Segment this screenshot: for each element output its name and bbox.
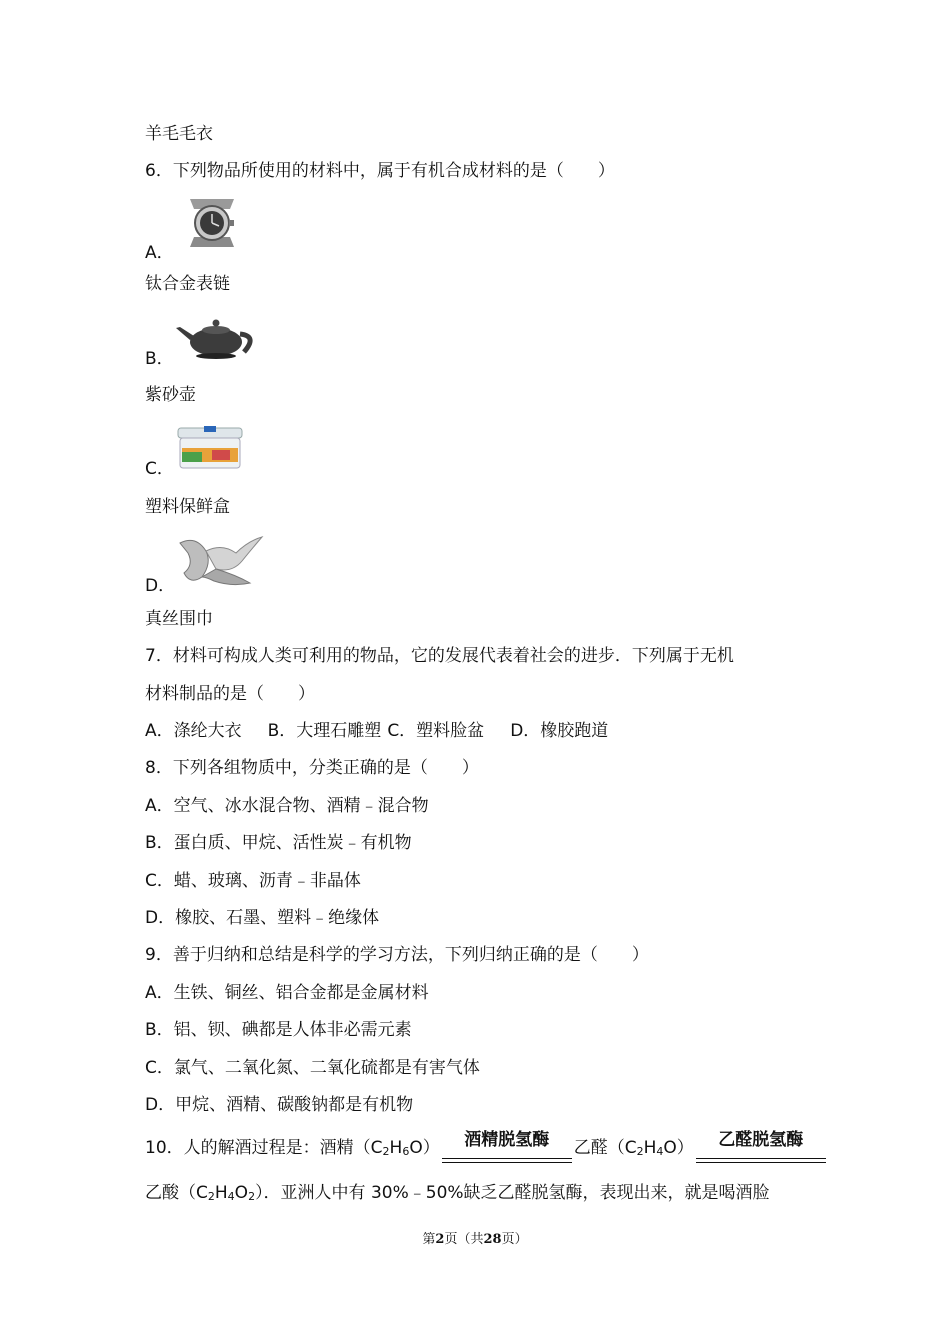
page-number: 2 xyxy=(435,1232,445,1247)
plastic-box-image xyxy=(174,426,246,472)
question-8: 8．下列各组物质中，分类正确的是（ ） xyxy=(145,758,479,778)
option-a-text: 钛合金表链 xyxy=(145,274,230,294)
subscript: 2 xyxy=(382,1145,390,1158)
total-pages: 28 xyxy=(483,1232,502,1247)
footer-mid: 页（共 xyxy=(444,1232,484,1247)
q10-text-h: H xyxy=(643,1138,657,1158)
reaction-condition-1: 酒精脱氢酶 xyxy=(464,1130,550,1150)
q10-text-h: H xyxy=(214,1183,228,1203)
option-b-text: 紫砂壶 xyxy=(145,385,196,405)
q10-text-mid: 乙醛（C xyxy=(573,1138,637,1158)
question-6: 6．下列物品所使用的材料中，属于有机合成材料的是（ ） xyxy=(145,161,615,181)
q10-l2-pre: 乙酸（C xyxy=(145,1183,208,1203)
reaction-arrow-2 xyxy=(696,1130,826,1163)
q7-option-c: C．塑料脸盆 xyxy=(387,721,485,741)
question-10-line1 xyxy=(145,1130,828,1163)
option-d-label: D． xyxy=(145,576,176,596)
question-7-line1: 7．材料可构成人类可利用的物品，它的发展代表着社会的进步．下列属于无机 xyxy=(145,646,734,666)
question-10-line2: 乙酸$(C_2H_4O_2)$．亚洲人中有 30%﹣50%缺乏乙醛脱氢酶，表现出来，就是喝酒脸 xyxy=(145,1183,770,1203)
question-9: 9．善于归纳和总结是科学的学习方法，下列归纳正确的是（ ） xyxy=(145,945,649,965)
q7-option-b: B．大理石雕塑 xyxy=(267,721,382,741)
q8-option-c: C．蜡、玻璃、沥青﹣非晶体 xyxy=(145,871,361,891)
q10-text-pre: 10．人的解酒过程是：酒精（C xyxy=(145,1138,383,1158)
prev-option-text: 羊毛毛衣 xyxy=(145,124,213,144)
option-b-label: B． xyxy=(145,349,174,369)
footer-pre: 第 xyxy=(422,1232,436,1247)
page-footer xyxy=(0,1228,950,1247)
subscript: 2 xyxy=(636,1145,644,1158)
subscript: 4 xyxy=(227,1190,235,1203)
option-a-label: A． xyxy=(145,243,174,263)
q9-option-d: D．甲烷、酒精、碳酸钠都是有机物 xyxy=(145,1095,414,1115)
subscript: 4 xyxy=(656,1145,664,1158)
question-7-line2: 材料制品的是（ ） xyxy=(145,684,315,704)
q10-l2-post: ）．亚洲人中有 30%﹣50%缺乏乙醛脱氢酶，表现出来，就是喝酒脸 xyxy=(255,1183,770,1203)
q9-option-c: C．氯气、二氧化氮、二氧化硫都是有害气体 xyxy=(145,1058,480,1078)
teapot-image xyxy=(174,308,260,362)
option-c-label: C． xyxy=(145,459,174,479)
q7-option-a: A．涤纶大衣 xyxy=(145,721,242,741)
q10-text-o: O） xyxy=(409,1138,440,1158)
q8-option-b: B．蛋白质、甲烷、活性炭﹣有机物 xyxy=(145,833,412,853)
option-d-text: 真丝围巾 xyxy=(145,609,213,629)
watch-image xyxy=(176,193,248,253)
q8-option-a: A．空气、冰水混合物、酒精﹣混合物 xyxy=(145,796,429,816)
option-c-text: 塑料保鲜盒 xyxy=(145,497,230,517)
q10-text-h: H xyxy=(389,1138,403,1158)
footer-post: 页） xyxy=(501,1232,528,1247)
subscript: 2 xyxy=(248,1190,256,1203)
silk-scarf-image xyxy=(176,533,264,589)
subscript: 6 xyxy=(402,1145,410,1158)
q9-option-a: A．生铁、铜丝、铝合金都是金属材料 xyxy=(145,983,429,1003)
reaction-arrow-1 xyxy=(442,1130,572,1163)
reaction-condition-2: 乙醛脱氢酶 xyxy=(718,1130,804,1150)
q10-text-o: O） xyxy=(663,1138,694,1158)
subscript: 2 xyxy=(207,1190,215,1203)
question-7-options xyxy=(145,720,608,742)
q9-option-b: B．铝、钡、碘都是人体非必需元素 xyxy=(145,1020,412,1040)
q8-option-d: D．橡胶、石墨、塑料﹣绝缘体 xyxy=(145,908,380,928)
q7-option-d: D．橡胶跑道 xyxy=(510,721,609,741)
